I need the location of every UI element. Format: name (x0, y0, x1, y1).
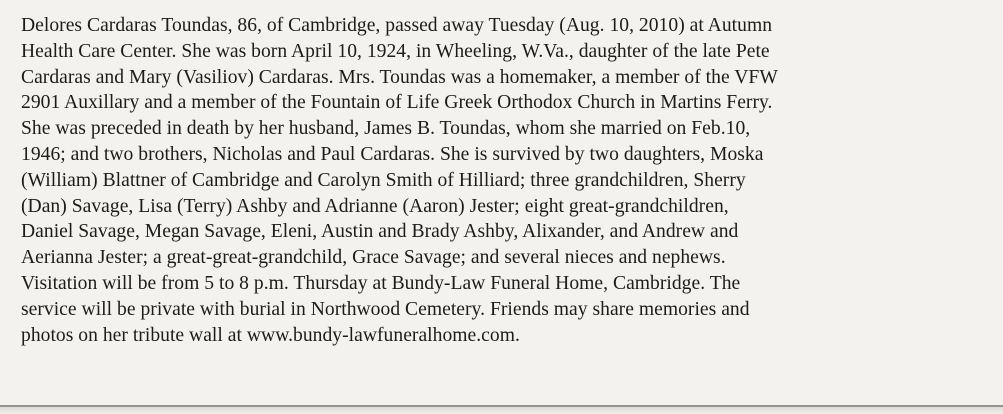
obituary-line-13: photos on her tribute wall at www.bundy-lawfuneralhome.com. (21, 324, 520, 346)
obituary-text (21, 13, 996, 348)
obituary-line-10: Aerianna Jester; a great-great-grandchild, Grace Savage; and several nieces and nephews. (21, 247, 726, 269)
obituary-line-8: (Dan) Savage, Lisa (Terry) Ashby and Adrianne (Aaron) Jester; eight great-grandchildren, (21, 195, 729, 217)
obituary-line-12: service will be private with burial in Northwood Cemetery. Friends may share memories and (21, 298, 750, 320)
obituary-line-4: 2901 Auxillary and a member of the Fountain of Life Greek Orthodox Church in Martins Ferry. (21, 92, 773, 114)
obituary-line-6: 1946; and two brothers, Nicholas and Paul Cardaras. She is survived by two daughters, Moska (21, 143, 764, 165)
obituary-line-1: Delores Cardaras Toundas, 86, of Cambridge, passed away Tuesday (Aug. 10, 2010) at Autumn (21, 15, 773, 36)
obituary-line-9: Daniel Savage, Megan Savage, Eleni, Austin and Brady Ashby, Alixander, and Andrew and (21, 221, 739, 243)
obituary-line-5: She was preceded in death by her husband, James B. Toundas, whom she married on Feb.10, (21, 118, 751, 140)
obituary-line-11: Visitation will be from 5 to 8 p.m. Thursday at Bundy-Law Funeral Home, Cambridge. The (21, 272, 741, 294)
obituary-line-3: Cardaras and Mary (Vasiliov) Cardaras. Mrs. Toundas was a homemaker, a member of the VFW (21, 66, 778, 88)
obituary-line-2: Health Care Center. She was born April 10, 1924, in Wheeling, W.Va., daughter of the late Pete (21, 40, 770, 62)
obituary-line-7: (William) Blattner of Cambridge and Carolyn Smith of Hilliard; three grandchildren, Sherry (21, 169, 746, 191)
clipping-bottom-shadow (0, 407, 1003, 414)
